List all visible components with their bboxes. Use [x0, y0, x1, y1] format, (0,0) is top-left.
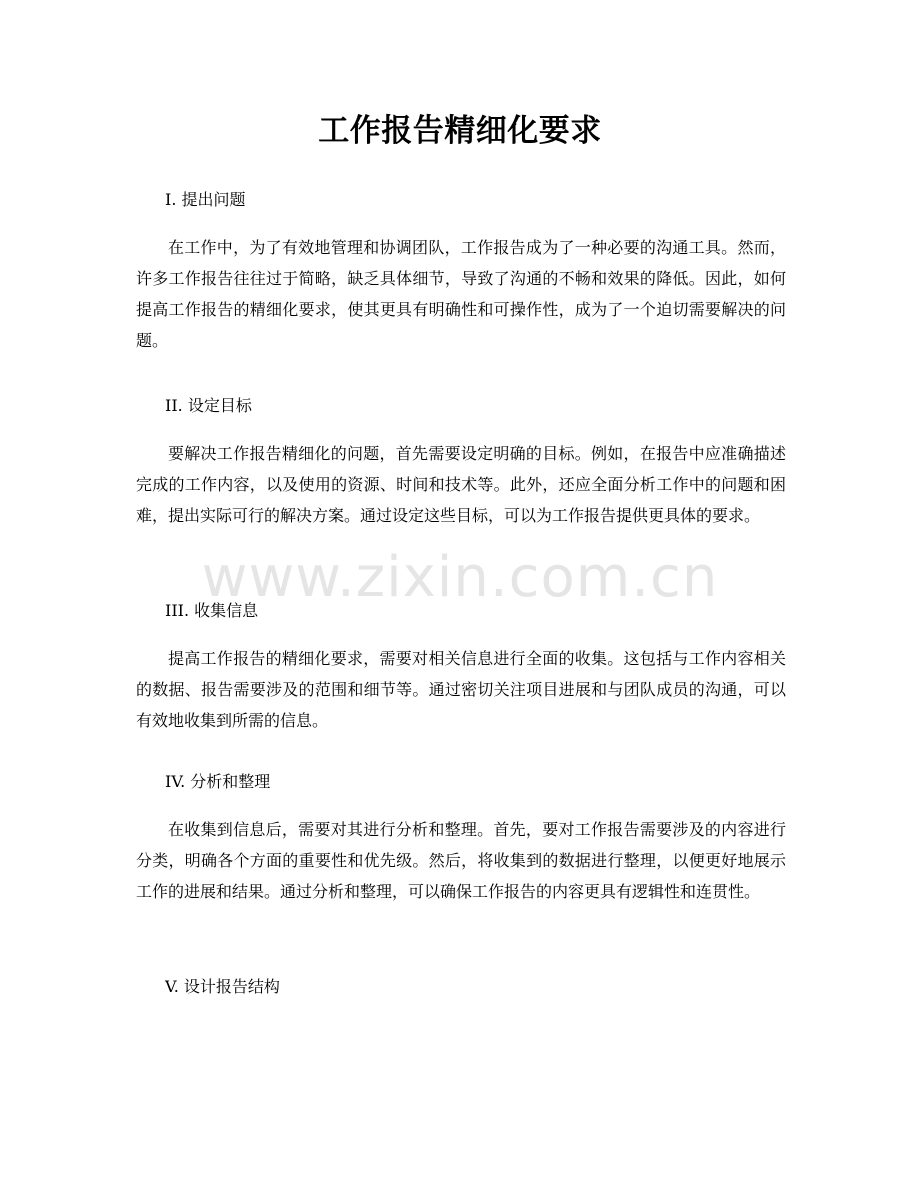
- section-body-3: 提高工作报告的精细化要求，需要对相关信息进行全面的收集。这包括与工作内容相关的数据、报告需要涉及的范围和细节等。通过密切关注项目进展和与团队成员的沟通，可以有效地收集到所需的信息。: [136, 649, 786, 730]
- section-heading-1: I. 提出问题: [165, 190, 246, 209]
- section-body-1: 在工作中，为了有效地管理和协调团队，工作报告成为了一种必要的沟通工具。然而，许多工作报告往往过于简略，缺乏具体细节，导致了沟通的不畅和效果的降低。因此，如何提高工作报告的精细化要求，使其更具有明确性和可操作性，成为了一个迫切需要解决的问题。: [136, 238, 786, 350]
- watermark: www.zixin.com.cn: [201, 545, 719, 610]
- section-heading-3: III. 收集信息: [165, 601, 259, 620]
- section-heading-2: II. 设定目标: [165, 396, 252, 415]
- document-title: 工作报告精细化要求: [318, 113, 602, 149]
- section-heading-5: V. 设计报告结构: [165, 977, 280, 996]
- section-body-4: 在收集到信息后，需要对其进行分析和整理。首先，要对工作报告需要涉及的内容进行分类，明确各个方面的重要性和优先级。然后，将收集到的数据进行整理，以便更好地展示工作的进展和结果。通过分析和整理，可以确保工作报告的内容更具有逻辑性和连贯性。: [136, 820, 786, 901]
- section-heading-4: IV. 分析和整理: [165, 772, 271, 791]
- section-body-2: 要解决工作报告精细化的问题，首先需要设定明确的目标。例如，在报告中应准确描述完成的工作内容，以及使用的资源、时间和技术等。此外，还应全面分析工作中的问题和困难，提出实际可行的解决方案。通过设定这些目标，可以为工作报告提供更具体的要求。: [136, 444, 786, 525]
